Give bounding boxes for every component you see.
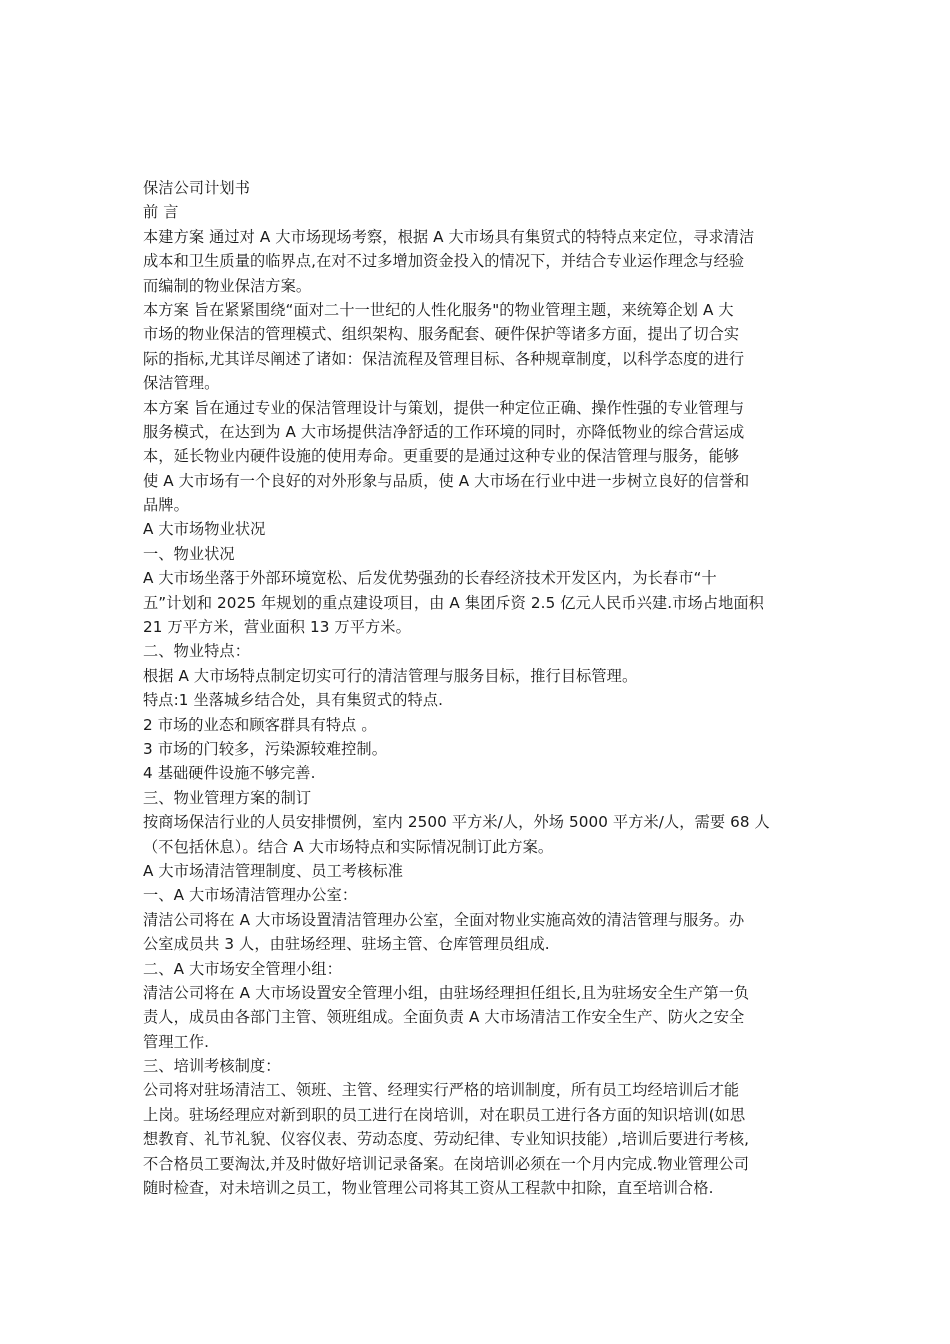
text-line: 使 A 大市场有一个良好的对外形象与品质，使 A 大市场在行业中进一步树立良好的信誉和 <box>143 471 750 490</box>
section-management-plan <box>143 786 813 859</box>
text-line: 责人，成员由各部门主管、领班组成。全面负责 A 大市场清洁工作安全生产、防火之安全 <box>143 1008 745 1027</box>
text-line: 公司将对驻场清洁工、领班、主管、经理实行严格的培训制度，所有员工均经培训后才能 <box>143 1081 740 1100</box>
text-line: 而编制的物业保洁方案。 <box>143 276 312 295</box>
list-item: 特点:1 坐落城乡结合处，具有集贸式的特点. <box>143 691 444 710</box>
section-property-status <box>143 517 813 639</box>
text-line: 本方案 旨在紧紧围绕“面对二十一世纪的人性化服务"的物业管理主题，来统筹企划 A 大 <box>143 300 734 319</box>
text-line: 本方案 旨在通过专业的保洁管理设计与策划，提供一种定位正确、操作性强的专业管理与 <box>143 398 745 417</box>
section-heading: A 大市场物业状况 <box>143 520 266 539</box>
text-line: 清洁公司将在 A 大市场设置安全管理小组，由驻场经理担任组长,且为驻场安全生产第一负 <box>143 983 750 1002</box>
section-safety-group <box>143 957 813 1055</box>
paragraph-intro-2 <box>143 298 813 396</box>
text-line: 想教育、礼节礼貌、仪容仪表、劳动态度、劳动纪律、专业知识技能）,培训后要进行考核, <box>143 1130 750 1149</box>
list-item: 3 市场的门较多，污染源较难控制。 <box>143 739 388 758</box>
subsection-heading: 三、培训考核制度： <box>143 1057 281 1076</box>
text-line: 成本和卫生质量的临界点,在对不过多增加资金投入的情况下，并结合专业运作理念与经验 <box>143 252 745 271</box>
list-item: 2 市场的业态和顾客群具有特点 。 <box>143 715 377 734</box>
text-line: 公室成员共 3 人，由驻场经理、驻场主管、仓库管理员组成. <box>143 935 550 954</box>
paragraph-intro-3 <box>143 396 813 518</box>
section-cleaning-rules <box>143 859 813 957</box>
text-line: 本建方案 通过对 A 大市场现场考察，根据 A 大市场具有集贸式的特特点来定位，寻求清洁 <box>143 227 755 246</box>
list-item: 4 基础硬件设施不够完善. <box>143 764 316 783</box>
text-line: （不包括休息）。结合 A 大市场特点和实际情况制订此方案。 <box>143 837 554 856</box>
section-training <box>143 1054 813 1200</box>
paragraph-intro-1 <box>143 225 813 298</box>
text-line: 不合格员工要淘汰,并及时做好培训记录备案。在岗培训必须在一个月内完成.物业管理公司 <box>143 1154 750 1173</box>
text-line: 清洁公司将在 A 大市场设置清洁管理办公室，全面对物业实施高效的清洁管理与服务。办 <box>143 910 745 929</box>
subsection-heading: 二、A 大市场安全管理小组： <box>143 959 342 978</box>
subsection-heading: 三、物业管理方案的制订 <box>143 788 312 807</box>
subsection-heading: 二、物业特点： <box>143 642 251 661</box>
text-line: 服务模式，在达到为 A 大市场提供洁净舒适的工作环境的同时，亦降低物业的综合营运成 <box>143 422 745 441</box>
document-title-block <box>143 176 813 225</box>
text-line: A 大市场坐落于外部环境宽松、后发优势强劲的长春经济技术开发区内，为长春市“十 <box>143 569 717 588</box>
subsection-heading: 一、A 大市场清洁管理办公室： <box>143 886 358 905</box>
section-heading-preface: 前 言 <box>143 203 179 222</box>
text-line: 际的指标,尤其详尽阐述了诸如：保洁流程及管理目标、各种规章制度，以科学态度的进行 <box>143 349 745 368</box>
text-line: 五”计划和 2025 年规划的重点建设项目，由 A 集团斥资 2.5 亿元人民币兴建.市场占地面积 <box>143 593 764 612</box>
text-line: 保洁管理。 <box>143 374 220 393</box>
text-line: 根据 A 大市场特点制定切实可行的清洁管理与服务目标，推行目标管理。 <box>143 666 638 685</box>
text-line: 上岗。驻场经理应对新到职的员工进行在岗培训，对在职员工进行各方面的知识培训(如思 <box>143 1105 746 1124</box>
text-line: 随时检查，对未培训之员工，物业管理公司将其工资从工程款中扣除，直至培训合格. <box>143 1179 714 1198</box>
section-property-features <box>143 639 813 785</box>
text-line: 品牌。 <box>143 496 189 515</box>
text-line: 市场的物业保洁的管理模式、组织架构、服务配套、硬件保护等诸多方面，提出了切合实 <box>143 325 740 344</box>
section-heading: A 大市场清洁管理制度、员工考核标准 <box>143 861 404 880</box>
text-line: 按商场保洁行业的人员安排惯例，室内 2500 平方米/人，外场 5000 平方米/人，需要 68 人 <box>143 813 770 832</box>
subsection-heading: 一、物业状况 <box>143 544 235 563</box>
document-page <box>143 176 813 1200</box>
document-title: 保洁公司计划书 <box>143 179 251 197</box>
text-line: 管理工作. <box>143 1032 210 1051</box>
text-line: 本，延长物业内硬件设施的使用寿命。更重要的是通过这种专业的保洁管理与服务，能够 <box>143 447 740 466</box>
text-line: 21 万平方米，营业面积 13 万平方米。 <box>143 618 411 637</box>
